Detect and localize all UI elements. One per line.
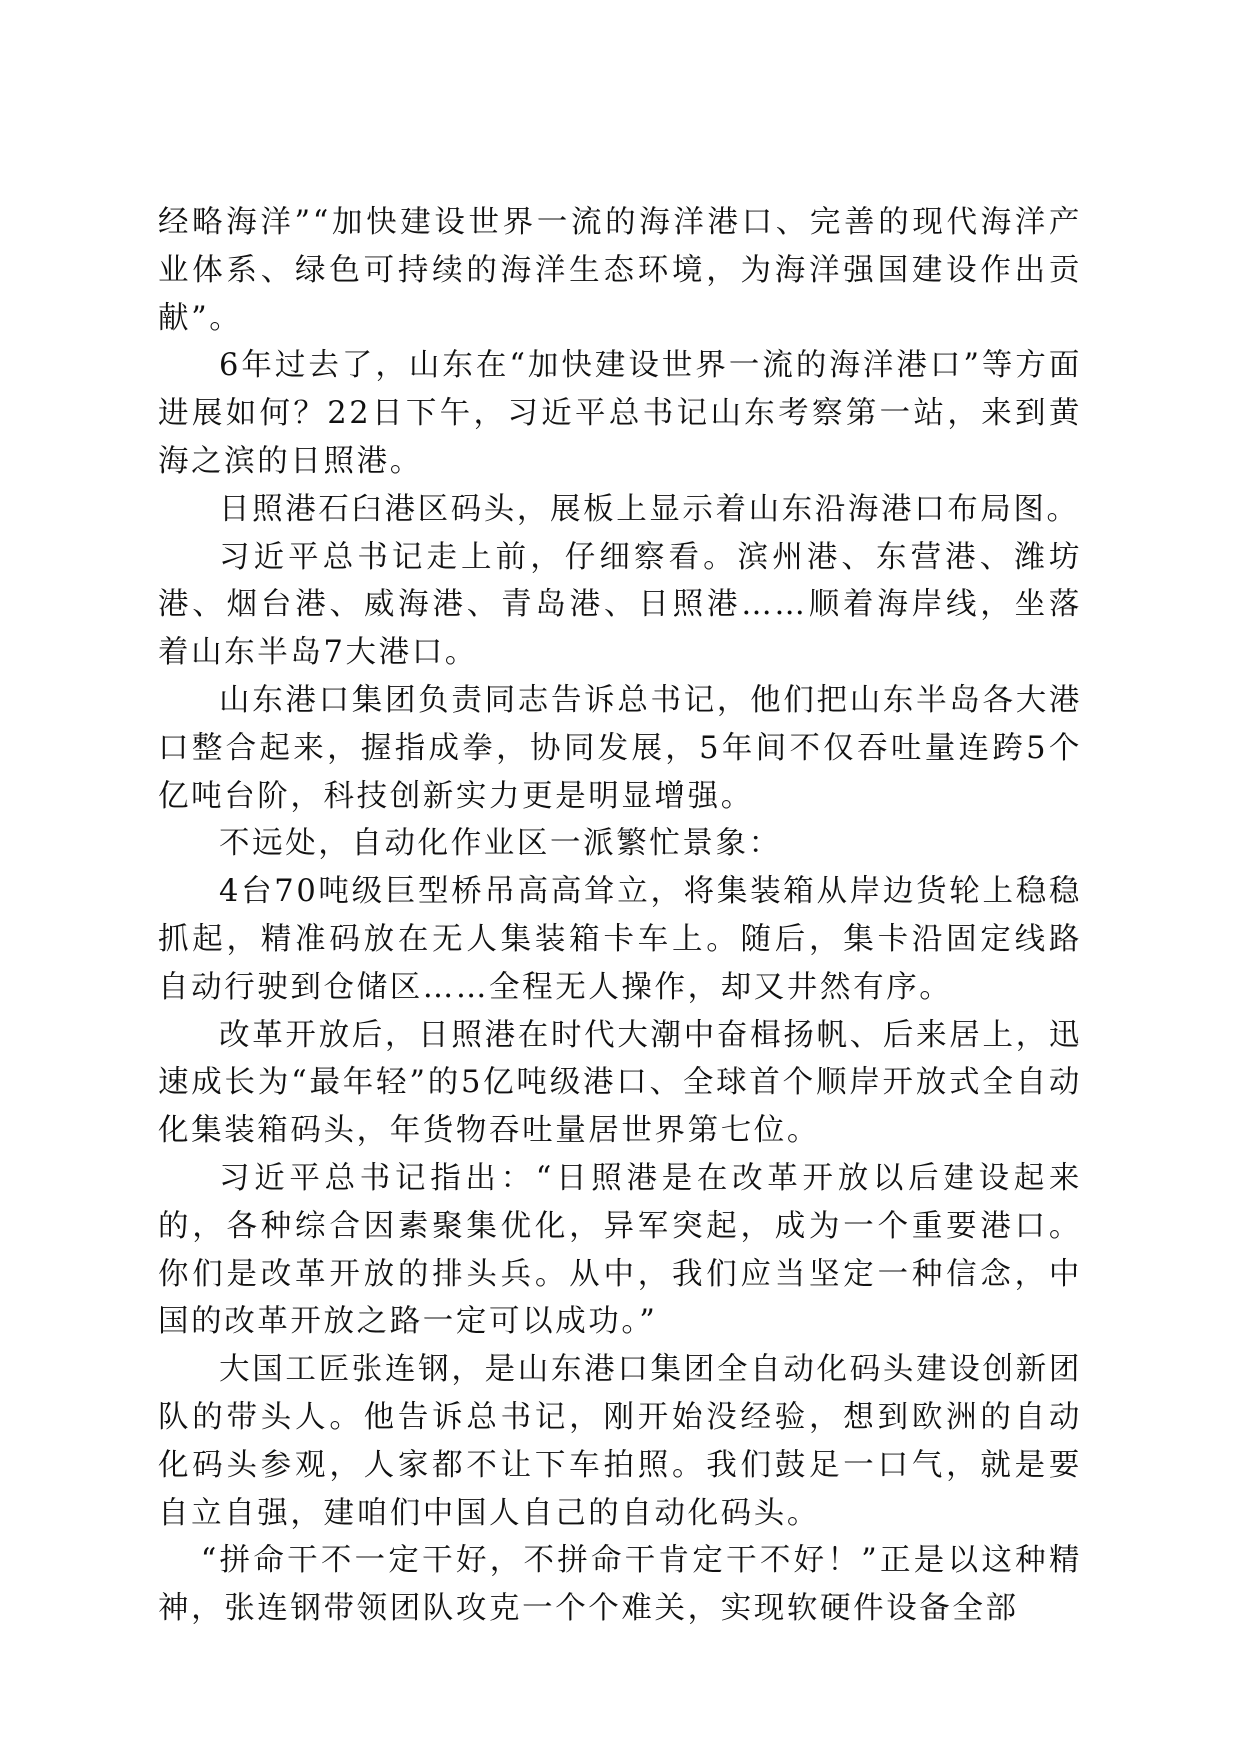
paragraph-1: 经略海洋”“加快建设世界一流的海洋港口、完善的现代海洋产业体系、绿色可持续的海洋生态环境，为海洋强国建设作出贡献”。 [158,205,1082,336]
paragraph-5: 山东港口集团负责同志告诉总书记，他们把山东半岛各大港口整合起来，握指成拳，协同发展，5年间不仅吞吐量连跨5个亿吨台阶，科技创新实力更是明显增强。 [158,682,1082,814]
paragraph-4: 习近平总书记走上前，仔细察看。滨州港、东营港、潍坊港、烟台港、威海港、青岛港、日照港……顺着海岸线，坐落着山东半岛7大港口。 [158,539,1082,671]
paragraph-7: 4台70吨级巨型桥吊高高耸立，将集装箱从岸边货轮上稳稳抓起，精准码放在无人集装箱卡车上。随后，集卡沿固定线路自动行驶到仓储区……全程无人操作，却又井然有序。 [158,874,1082,1005]
paragraph-3: 日照港石臼港区码头，展板上显示着山东沿海港口布局图。 [219,491,1080,527]
paragraph-11: “拼命干不一定干好，不拼命干肯定干不好！”正是以这种精神，张连钢带领团队攻克一个个难关，实现软硬件设备全部 [158,1543,1082,1627]
paragraph-8: 改革开放后，日照港在时代大潮中奋楫扬帆、后来居上，迅速成长为“最年轻”的5亿吨级港口、全球首个顺岸开放式全自动化集装箱码头，年货物吞吐量居世界第七位。 [158,1017,1082,1149]
paragraph-2: 6年过去了，山东在“加快建设世界一流的海洋港口”等方面进展如何？22日下午，习近平总书记山东考察第一站，来到黄海之滨的日照港。 [158,348,1082,479]
paragraph-9: 习近平总书记指出：“日照港是在改革开放以后建设起来的，各种综合因素聚集优化，异军突起，成为一个重要港口。你们是改革开放的排头兵。从中，我们应当坚定一种信念，中国的改革开放之路一定可以成功。” [158,1160,1082,1340]
article-body [158,199,1082,1633]
paragraph-6: 不远处，自动化作业区一派繁忙景象： [219,826,782,862]
paragraph-10: 大国工匠张连钢，是山东港口集团全自动化码头建设创新团队的带头人。他告诉总书记，刚开始没经验，想到欧洲的自动化码头参观，人家都不让下车拍照。我们鼓足一口气，就是要自立自强，建咱们中国人自己的自动化码头。 [158,1352,1082,1531]
